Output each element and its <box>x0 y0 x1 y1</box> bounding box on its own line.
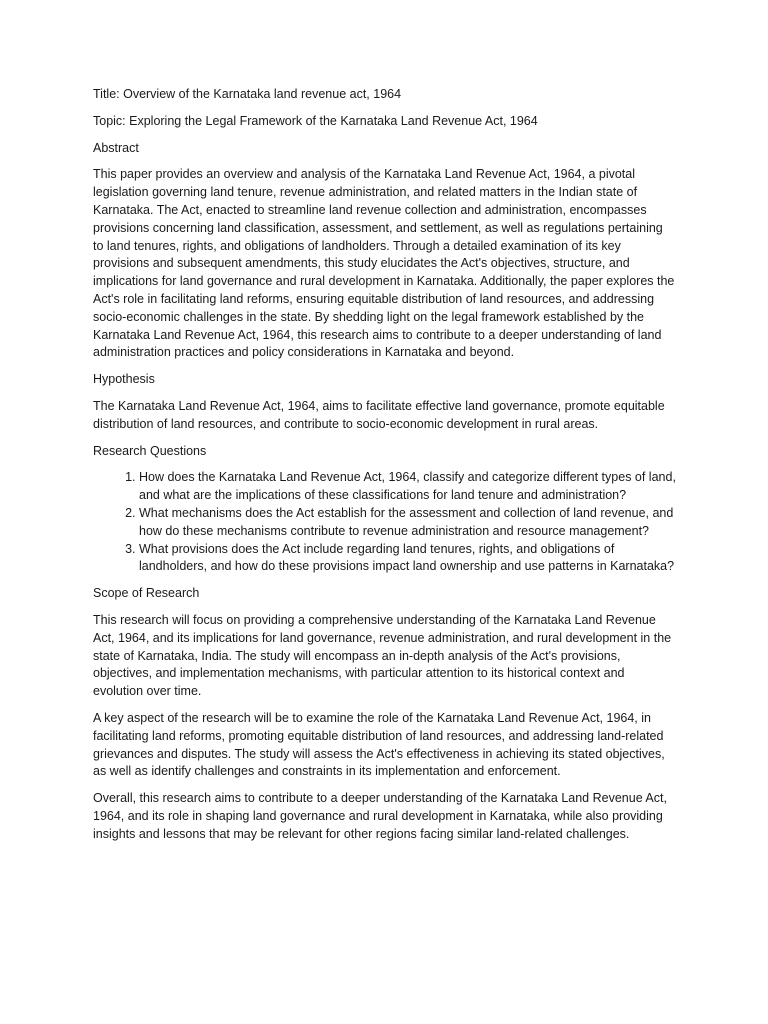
title-line: Title: Overview of the Karnataka land revenue act, 1964 <box>93 87 402 101</box>
research-question-item: 3. What provisions does the Act include regarding land tenures, rights, and obligations of landholders, and how do these provisions impact land ownership and use patterns in Karnataka? <box>139 541 676 577</box>
hypothesis-text: The Karnataka Land Revenue Act, 1964, aims to facilitate effective land governance, promote equitable distribution of land resources, and contribute to socio-economic development in rural areas. <box>93 398 665 431</box>
scope-heading: Scope of Research <box>93 586 200 601</box>
scope-paragraph: A key aspect of the research will be to examine the role of the Karnataka Land Revenue Act, 1964, in facilitating land reforms, promoting equitable distribution of land resources, and addressing land-related grievances and disputes. The study will assess the Act's effectiveness in achieving its stated objectives, as well as identify challenges and constraints in its implementation and enforcement. <box>93 710 665 779</box>
abstract-heading: Abstract <box>93 140 139 155</box>
topic-line: Topic: Exploring the Legal Framework of the Karnataka Land Revenue Act, 1964 <box>93 113 538 128</box>
research-questions-heading: Research Questions <box>93 443 207 458</box>
scope-paragraph: This research will focus on providing a comprehensive understanding of the Karnataka Land Revenue Act, 1964, and its implications for land governance, revenue administration, and rural development in the state of Karnataka, India. The study will encompass an in-depth analysis of the Act's provisions, objectives, and implementation mechanisms, with particular attention to its historical context and evolution over time. <box>93 612 672 699</box>
research-question-item: 2. What mechanisms does the Act establish for the assessment and collection of land revenue, and how do these mechanisms contribute to revenue administration and resource management? <box>139 505 676 541</box>
research-questions-list <box>93 469 676 576</box>
scope-paragraph: Overall, this research aims to contribute to a deeper understanding of the Karnataka Land Revenue Act, 1964, and its role in shaping land governance and rural development in Karnataka, while also providing insights and lessons that may be relevant for other regions facing similar land-related challenges. <box>93 791 667 841</box>
abstract-text: This paper provides an overview and analysis of the Karnataka Land Revenue Act, 1964, a pivotal legislation governing land tenure, revenue administration, and related matters in the Indian state of Karnataka. The Act, enacted to streamline land revenue collection and administration, encompasses provisions concerning land classification, assessment, and settlement, as well as regulations pertaining to land tenures, rights, and obligations of landholders. Through a detailed examination of its key provisions and subsequent amendments, this study elucidates the Act's objectives, structure, and implications for land governance and rural development in Karnataka. Additionally, the paper explores the Act's role in facilitating land reforms, ensuring equitable distribution of land resources, and addressing socio-economic challenges in the state. By shedding light on the legal framework established by the Karnataka Land Revenue Act, 1964, this research aims to contribute to a deeper understanding of land administration practices and policy considerations in Karnataka and beyond. <box>93 167 675 360</box>
research-question-item: 1. How does the Karnataka Land Revenue Act, 1964, classify and categorize different types of land, and what are the implications of these classifications for land tenure and administration? <box>139 469 676 505</box>
hypothesis-heading: Hypothesis <box>93 372 155 387</box>
